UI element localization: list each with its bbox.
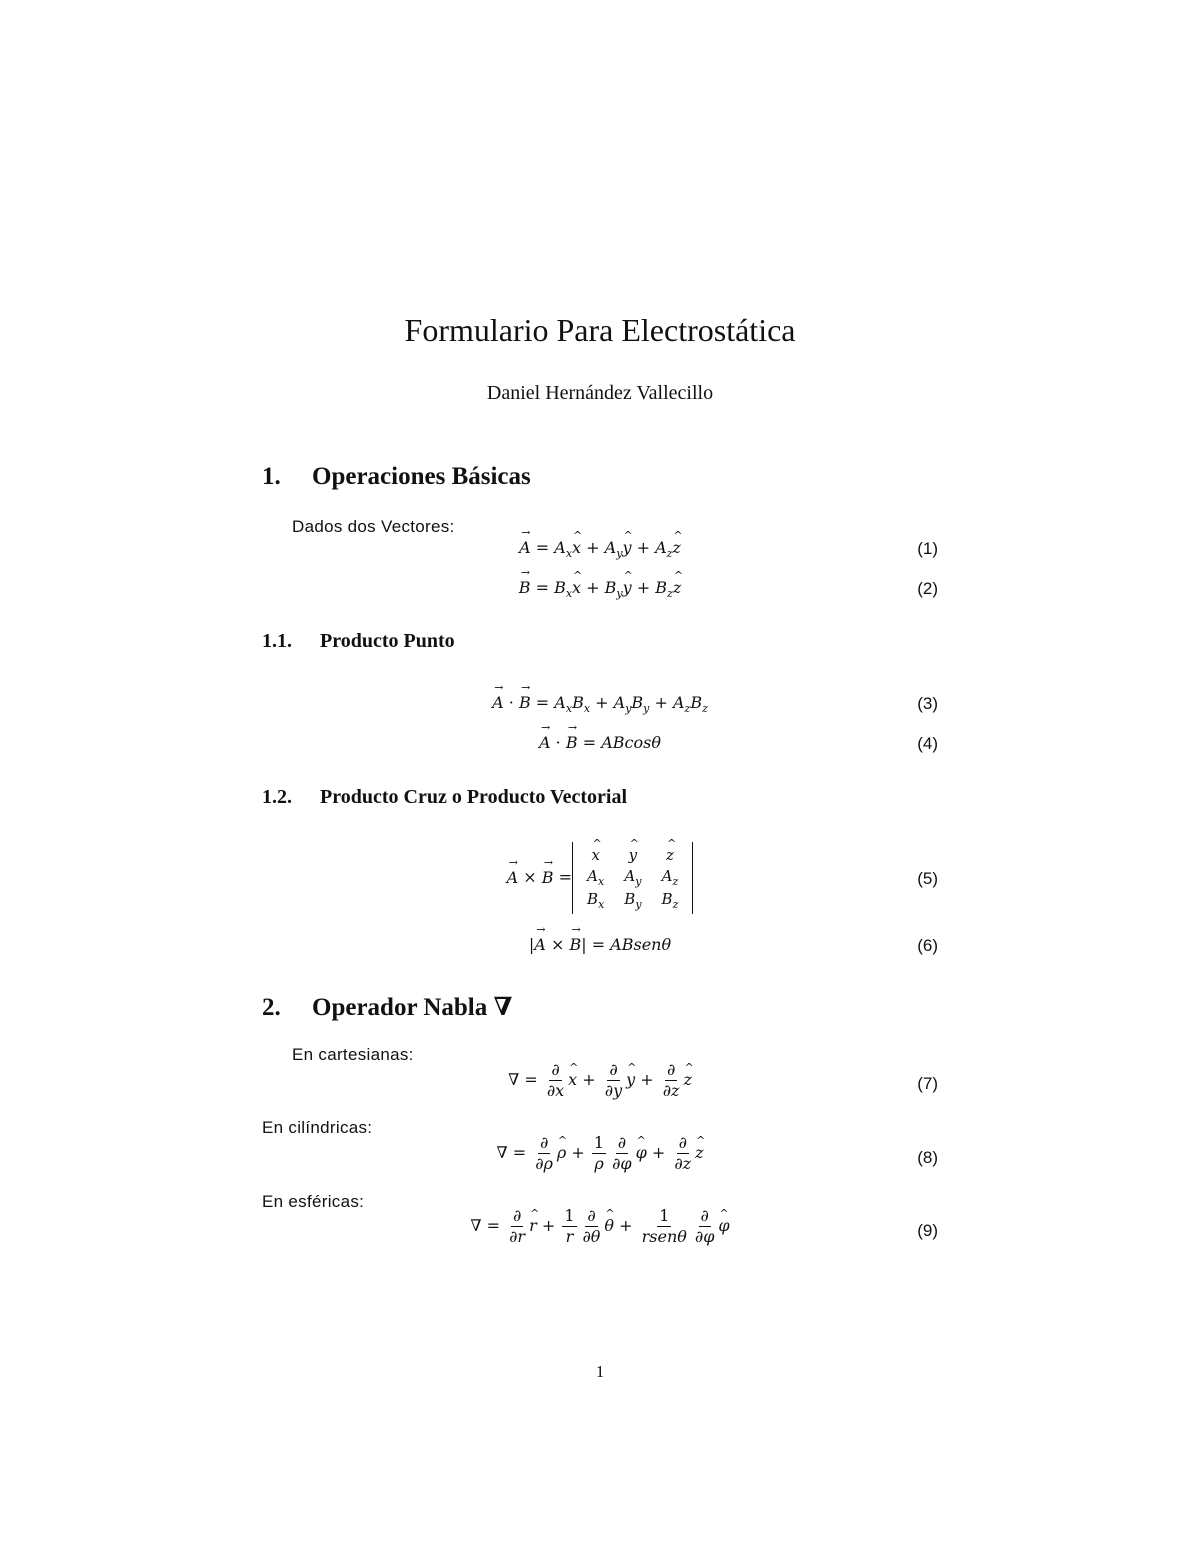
section-title: Operador Nabla ∇ [312,994,513,1021]
section-heading-2 [262,992,512,1022]
determinant-matrix: x ^ y ^ z ^ $A_x$ $A_y$ $A_z$ $B_x$ $B_y$ $B_z$ [572,842,693,914]
subsection-number: 1.1. [262,630,292,652]
equation-number: (8) [917,1148,938,1167]
section-heading-1 [262,463,531,491]
label-cylindrical: En cilíndricas: [262,1118,373,1137]
subsection-heading-1-2 [262,786,627,809]
intro-text: Dados dos Vectores: [292,517,455,536]
equation-number: (4) [917,734,938,753]
equation-number: (2) [917,579,938,598]
equation-2: B → = $B_xx$ ^ + $B_yy$ ^ + $B_zz$ ^ [0,578,1200,600]
subsection-number: 1.2. [262,786,292,808]
equation-1: A → = $A_xx$ ^ + $A_yy$ ^ + $A_zz$ ^ [0,538,1200,560]
equation-number: (3) [917,694,938,713]
equation-number: (9) [917,1221,938,1240]
equation-number: (5) [917,869,938,888]
author-name: Daniel Hernández Vallecillo [486,382,714,404]
page-number: 1 [595,1362,605,1381]
equation-4: A → · B → = ABcosθ [0,733,1200,752]
equation-5: A → × B → = x ^ y ^ z ^ $A_x$ $A_y$ $A_z$ $B_x$ $B_y$ $B_z$ [0,842,1200,914]
section-number: 1. [262,463,281,490]
equation-3: A → · B → = $A_xB_x + A_yB_y + A_zB_z$ [0,693,1200,715]
label-spherical: En esféricas: [262,1192,365,1211]
label-cartesian: En cartesianas: [292,1045,414,1064]
equation-6: |A → × B →| = ABsenθ [0,935,1200,954]
section-number: 2. [262,994,281,1021]
section-title: Operaciones Básicas [312,463,531,490]
document-title: Formulario Para Electrostática [404,312,796,348]
subsection-title: Producto Punto [320,630,455,652]
equation-number: (7) [917,1074,938,1093]
equation-7: ∇ = $\frac{\partial}{\partial x}$ x ^ + $\frac{\partial}{\partial y}$ y ^ + $\frac{\partial}{\partial z}$ z ^ [0,1060,1200,1101]
subsection-title: Producto Cruz o Producto Vectorial [320,786,628,808]
subsection-heading-1-1 [262,630,455,653]
equation-9: ∇ = $\frac{\partial}{\partial r}$ r ^ + $\frac{1}{r}$ $\frac{\partial}{\partial\theta}$ θ ^ + $\frac{1}{\text{rsenθ}}$ $\frac{\partial}{\partial\varphi}$ φ ^ [0,1206,1200,1247]
equation-number: (1) [917,539,938,558]
equation-8: ∇ = $\frac{\partial}{\partial\rho}$ ρ ^ + $\frac{1}{\rho}$ $\frac{\partial}{\partial\varphi}$ φ ^ + $\frac{\partial}{\partial z}$ z ^ [0,1133,1200,1174]
equation-number: (6) [917,936,938,955]
